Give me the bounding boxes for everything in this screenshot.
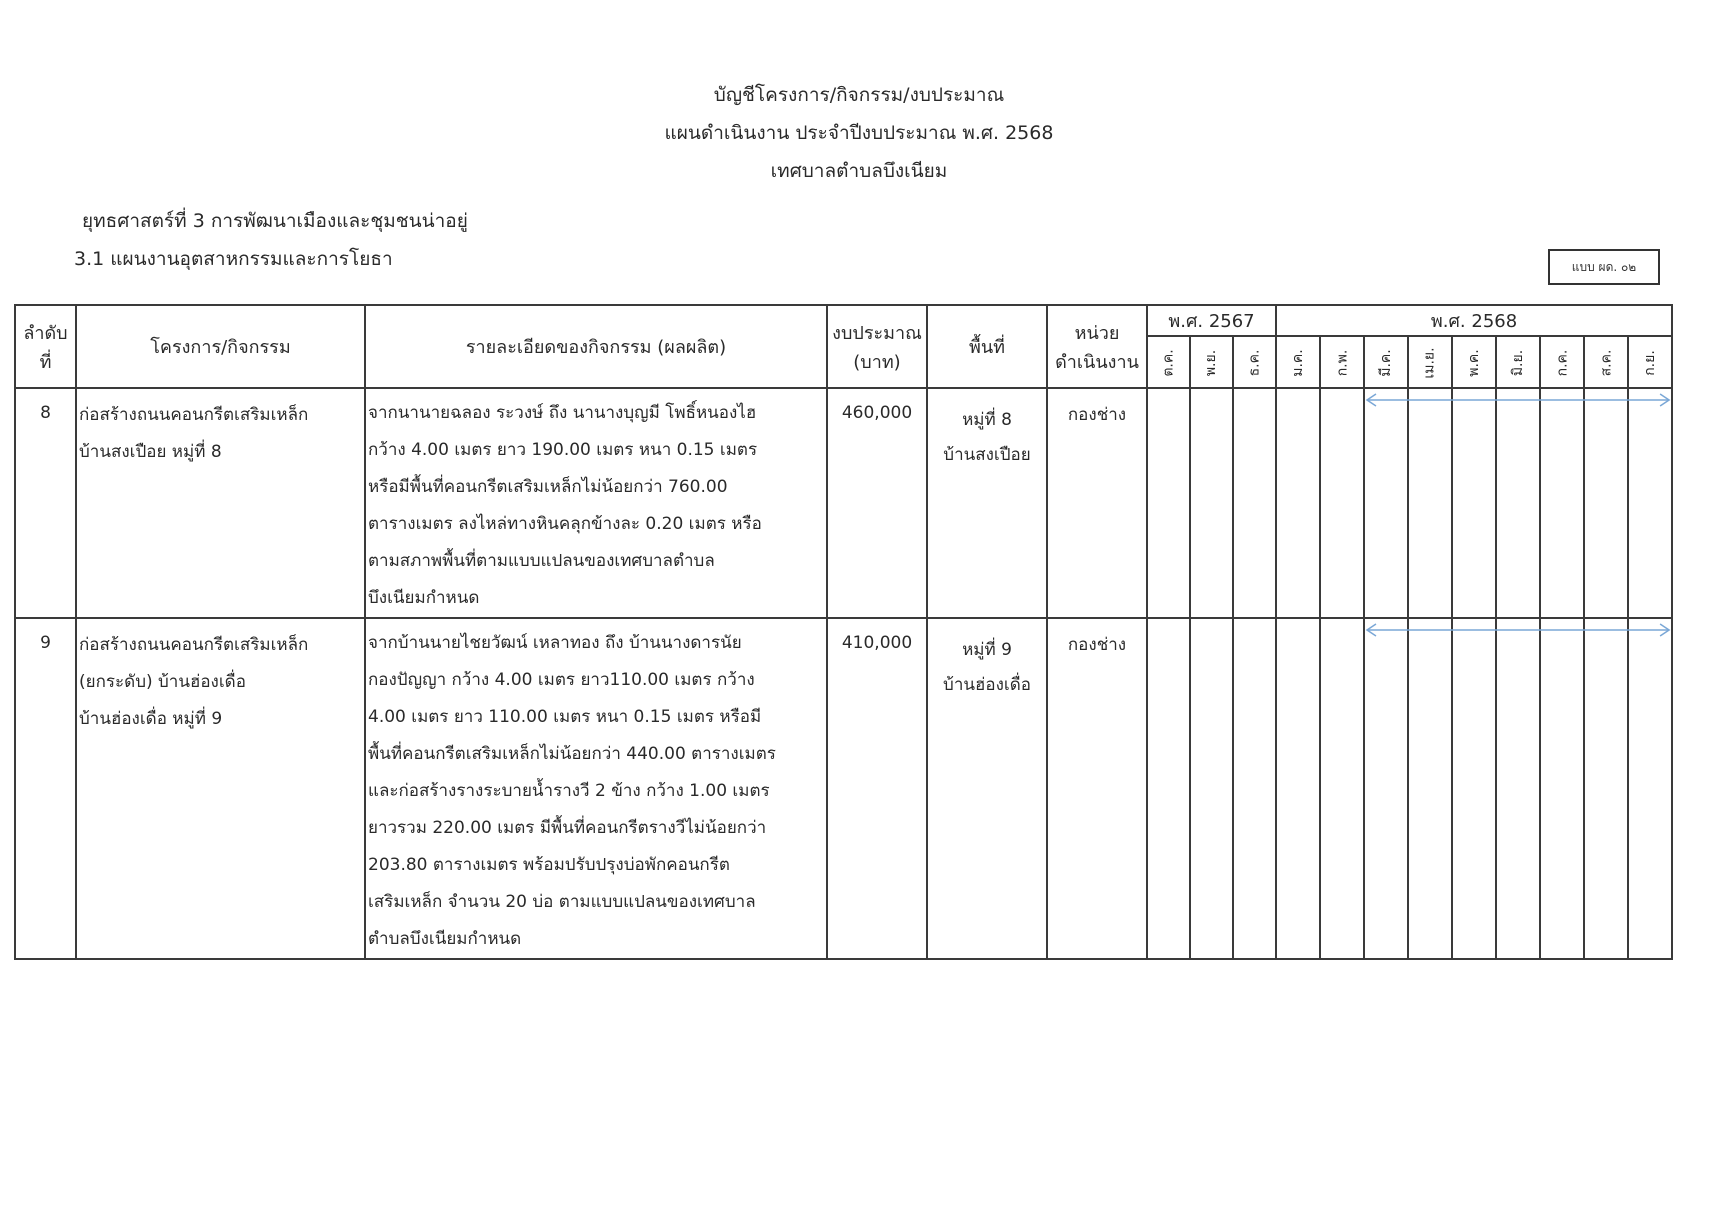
month-header: ก.ย.	[1628, 336, 1672, 388]
row-number: 9	[15, 618, 76, 959]
document-title: บัญชีโครงการ/กิจกรรม/งบประมาณ	[713, 84, 1005, 106]
col-header-year-2568: พ.ศ. 2568	[1276, 305, 1672, 336]
col-header-year-2567: พ.ศ. 2567	[1147, 305, 1276, 336]
table-row	[15, 618, 1672, 959]
col-header-budget: งบประมาณ (บาท)	[827, 305, 927, 388]
col-header-detail: รายละเอียดของกิจกรรม (ผลผลิต)	[365, 305, 827, 388]
month-header: ธ.ค.	[1233, 336, 1276, 388]
unit-value: กองช่าง	[1047, 618, 1147, 959]
project-name: ก่อสร้างถนนคอนกรีตเสริมเหล็ก บ้านสงเปือย หมู่ที่ 8	[76, 388, 365, 618]
organization-name: เทศบาลตำบลบึงเนียม	[770, 160, 948, 182]
strategy-heading: ยุทธศาสตร์ที่ 3 การพัฒนาเมืองและชุมชนน่าอยู่	[82, 210, 468, 232]
area-value: หมู่ที่ 9 บ้านฮ่องเดื่อ	[927, 618, 1047, 959]
month-header: เม.ย.	[1408, 336, 1452, 388]
table-row	[15, 388, 1672, 618]
month-header: มี.ค.	[1364, 336, 1408, 388]
month-header: ก.ค.	[1540, 336, 1584, 388]
project-plan-table	[14, 304, 1673, 960]
month-header: มิ.ย.	[1496, 336, 1540, 388]
project-detail: จากนานายฉลอง ระวงษ์ ถึง นานางบุญมี โพธิ์หนองไฮ กว้าง 4.00 เมตร ยาว 190.00 เมตร หนา 0.15 เมตร หรือมีพื้นที่คอนกรีตเสริมเหล็กไม่น้อยกว่า 760.00 ตารางเมตร ลงไหล่ทางหินคลุกข้างละ 0.20 เมตร หรือ ตามสภาพพื้นที่ตามแบบแปลนของเทศบาลตำบล บึงเนียมกำหนด	[365, 388, 827, 618]
month-header: ก.พ.	[1320, 336, 1364, 388]
document-subtitle: แผนดำเนินงาน ประจำปีงบประมาณ พ.ศ. 2568	[664, 122, 1054, 144]
month-header: ม.ค.	[1276, 336, 1320, 388]
unit-value: กองช่าง	[1047, 388, 1147, 618]
col-header-area: พื้นที่	[927, 305, 1047, 388]
month-header: พ.ค.	[1452, 336, 1496, 388]
form-code-badge: แบบ ผด. ๐๒	[1548, 249, 1660, 285]
col-header-project: โครงการ/กิจกรรม	[76, 305, 365, 388]
month-header: พ.ย.	[1190, 336, 1233, 388]
project-detail: จากบ้านนายไชยวัฒน์ เหลาทอง ถึง บ้านนางดารนัย กองปัญญา กว้าง 4.00 เมตร ยาว110.00 เมตร กว้าง 4.00 เมตร ยาว 110.00 เมตร หนา 0.15 เมตร หรือมี พื้นที่คอนกรีตเสริมเหล็กไม่น้อยกว่า 440.00 ตารางเมตร และก่อสร้างรางระบายน้ำรางวี 2 ข้าง กว้าง 1.00 เมตร ยาวรวม 220.00 เมตร มีพื้นที่คอนกรีตรางวีไม่น้อยกว่า 203.80 ตารางเมตร พร้อมปรับปรุงบ่อพักคอนกรีต เสริมเหล็ก จำนวน 20 บ่อ ตามแบบแปลนของเทศบาล ตำบลบึงเนียมกำหนด	[365, 618, 827, 959]
budget-value: 460,000	[827, 388, 927, 618]
row-number: 8	[15, 388, 76, 618]
col-header-unit: หน่วย ดำเนินงาน	[1047, 305, 1147, 388]
plan-heading: 3.1 แผนงานอุตสาหกรรมและการโยธา	[74, 248, 393, 270]
budget-value: 410,000	[827, 618, 927, 959]
month-header: ต.ค.	[1147, 336, 1190, 388]
area-value: หมู่ที่ 8 บ้านสงเปือย	[927, 388, 1047, 618]
month-header: ส.ค.	[1584, 336, 1628, 388]
project-name: ก่อสร้างถนนคอนกรีตเสริมเหล็ก (ยกระดับ) บ้านฮ่องเดื่อ บ้านฮ่องเดื่อ หมู่ที่ 9	[76, 618, 365, 959]
col-header-no: ลำดับ ที่	[15, 305, 76, 388]
